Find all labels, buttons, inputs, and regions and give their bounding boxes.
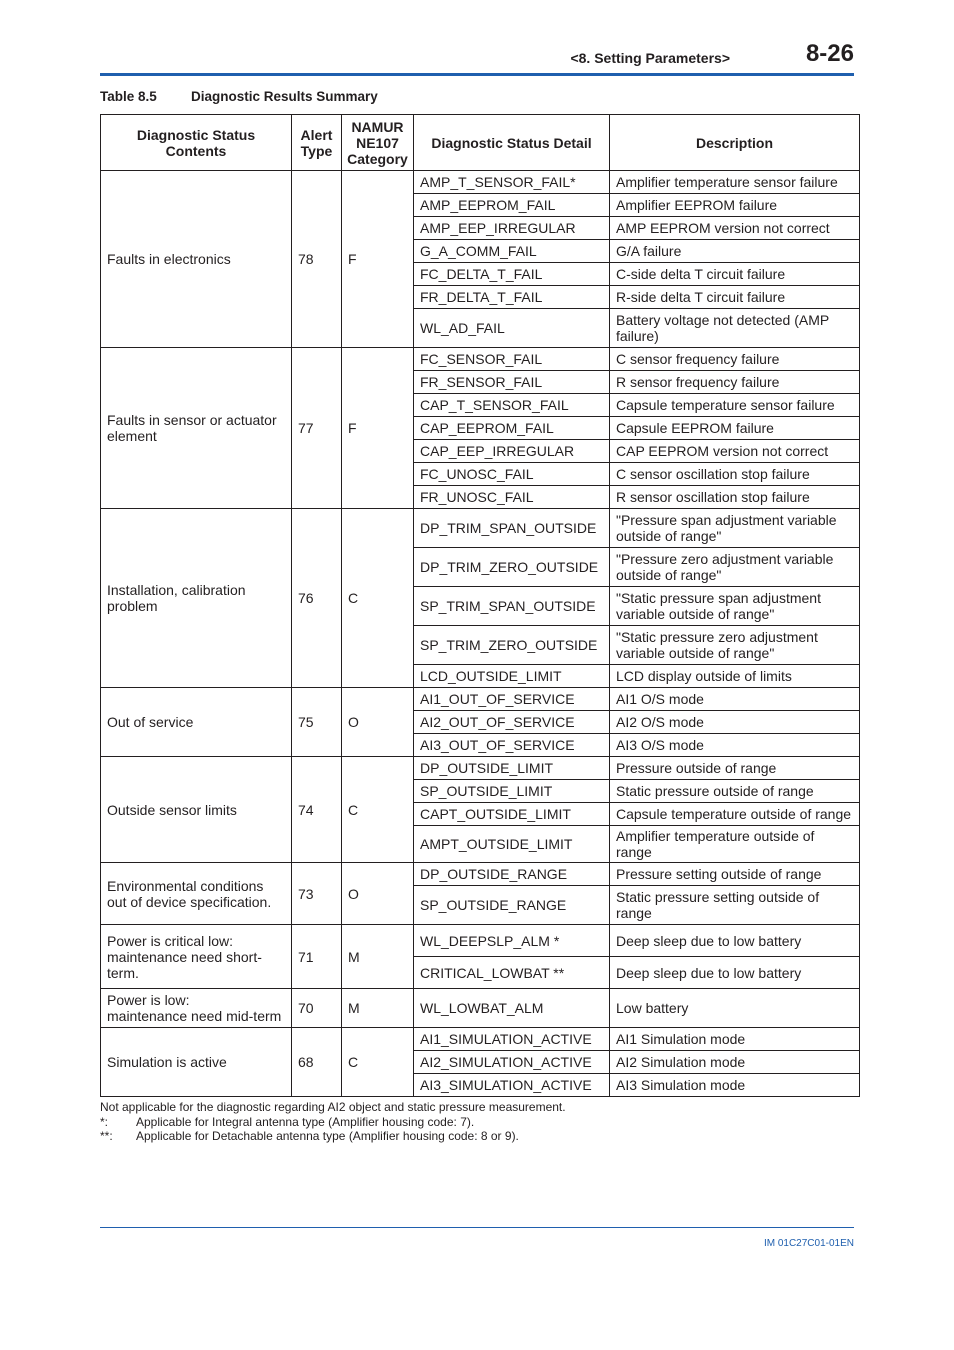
description-cell: AMP EEPROM version not correct [610, 217, 860, 240]
alert-type-cell: 75 [292, 688, 342, 757]
description-cell: R-side delta T circuit failure [610, 286, 860, 309]
status-detail-cell: G_A_COMM_FAIL [414, 240, 610, 263]
description-cell: Static pressure outside of range [610, 780, 860, 803]
table-row [101, 1028, 860, 1051]
description-cell: R sensor oscillation stop failure [610, 486, 860, 509]
description-cell: Pressure setting outside of range [610, 863, 860, 886]
table-caption [100, 89, 378, 104]
status-contents-cell: Faults in electronics [101, 171, 292, 348]
status-contents-cell: Installation, calibration problem [101, 509, 292, 688]
namur-category-cell: M [342, 989, 414, 1028]
namur-category-cell: F [342, 171, 414, 348]
status-contents-cell: Simulation is active [101, 1028, 292, 1097]
description-cell: Low battery [610, 989, 860, 1028]
header-rule [100, 73, 854, 76]
footnote-mark: *: [100, 1114, 109, 1129]
status-detail-cell: WL_AD_FAIL [414, 309, 610, 348]
status-detail-cell: DP_TRIM_ZERO_OUTSIDE [414, 548, 610, 587]
description-cell: Capsule temperature sensor failure [610, 394, 860, 417]
alert-type-cell: 68 [292, 1028, 342, 1097]
status-detail-cell: AI3_SIMULATION_ACTIVE [414, 1074, 610, 1097]
status-contents-cell: Faults in sensor or actuator element [101, 348, 292, 509]
description-cell: C sensor oscillation stop failure [610, 463, 860, 486]
column-header: Diagnostic Status Contents [101, 115, 292, 171]
description-cell: C sensor frequency failure [610, 348, 860, 371]
status-detail-cell: AMP_EEP_IRREGULAR [414, 217, 610, 240]
status-detail-cell: CAP_EEPROM_FAIL [414, 417, 610, 440]
section-title: <8. Setting Parameters> [570, 50, 730, 66]
description-cell: AI2 Simulation mode [610, 1051, 860, 1074]
status-detail-cell: SP_TRIM_ZERO_OUTSIDE [414, 626, 610, 665]
status-detail-cell: FR_UNOSC_FAIL [414, 486, 610, 509]
status-detail-cell: FR_SENSOR_FAIL [414, 371, 610, 394]
status-detail-cell: SP_OUTSIDE_RANGE [414, 886, 610, 925]
table-body [101, 171, 860, 1097]
column-header: Diagnostic Status Detail [414, 115, 610, 171]
namur-category-cell: O [342, 688, 414, 757]
alert-type-cell: 70 [292, 989, 342, 1028]
alert-type-cell: 71 [292, 925, 342, 989]
description-cell: G/A failure [610, 240, 860, 263]
namur-category-cell: C [342, 509, 414, 688]
status-contents-cell: Outside sensor limits [101, 757, 292, 863]
description-cell: "Pressure zero adjustment variable outside of range" [610, 548, 860, 587]
alert-type-cell: 74 [292, 757, 342, 863]
status-detail-cell: AI2_SIMULATION_ACTIVE [414, 1051, 610, 1074]
namur-category-cell: F [342, 348, 414, 509]
description-cell: Amplifier EEPROM failure [610, 194, 860, 217]
namur-category-cell: M [342, 925, 414, 989]
table-row [101, 757, 860, 780]
table-row [101, 509, 860, 548]
column-header: Description [610, 115, 860, 171]
description-cell: Amplifier temperature outside of range [610, 826, 860, 863]
column-header: Alert Type [292, 115, 342, 171]
status-detail-cell: FR_DELTA_T_FAIL [414, 286, 610, 309]
description-cell: AI1 Simulation mode [610, 1028, 860, 1051]
table-row [101, 688, 860, 711]
status-detail-cell: WL_DEEPSLP_ALM * [414, 925, 610, 957]
table-number: Table 8.5 [100, 89, 157, 104]
description-cell: Static pressure setting outside of range [610, 886, 860, 925]
table-row [101, 348, 860, 371]
namur-category-cell: C [342, 757, 414, 863]
namur-category-cell: O [342, 863, 414, 925]
description-cell: Deep sleep due to low battery [610, 957, 860, 989]
description-cell: "Pressure span adjustment variable outside of range" [610, 509, 860, 548]
status-detail-cell: AI1_OUT_OF_SERVICE [414, 688, 610, 711]
status-detail-cell: AI1_SIMULATION_ACTIVE [414, 1028, 610, 1051]
description-cell: Deep sleep due to low battery [610, 925, 860, 957]
description-cell: CAP EEPROM version not correct [610, 440, 860, 463]
table-row [101, 989, 860, 1028]
alert-type-cell: 77 [292, 348, 342, 509]
description-cell: "Static pressure zero adjustment variable outside of range" [610, 626, 860, 665]
footnote-text: Applicable for Detachable antenna type (Amplifier housing code: 8 or 9). [136, 1129, 519, 1143]
description-cell: AI2 O/S mode [610, 711, 860, 734]
status-detail-cell: DP_OUTSIDE_LIMIT [414, 757, 610, 780]
diagnostic-results-table [100, 114, 860, 1097]
description-cell: AI1 O/S mode [610, 688, 860, 711]
status-detail-cell: CAP_T_SENSOR_FAIL [414, 394, 610, 417]
status-detail-cell: FC_SENSOR_FAIL [414, 348, 610, 371]
description-cell: Amplifier temperature sensor failure [610, 171, 860, 194]
status-detail-cell: FC_DELTA_T_FAIL [414, 263, 610, 286]
description-cell: C-side delta T circuit failure [610, 263, 860, 286]
status-detail-cell: CRITICAL_LOWBAT ** [414, 957, 610, 989]
page-number: 8-26 [805, 40, 854, 67]
status-detail-cell: DP_TRIM_SPAN_OUTSIDE [414, 509, 610, 548]
alert-type-cell: 76 [292, 509, 342, 688]
status-contents-cell: Power is critical low: maintenance need short- term. [101, 925, 292, 989]
table-header-row [101, 115, 860, 171]
status-contents-cell: Out of service [101, 688, 292, 757]
status-detail-cell: AMPT_OUTSIDE_LIMIT [414, 826, 610, 863]
status-detail-cell: LCD_OUTSIDE_LIMIT [414, 665, 610, 688]
status-detail-cell: AI3_OUT_OF_SERVICE [414, 734, 610, 757]
status-detail-cell: SP_TRIM_SPAN_OUTSIDE [414, 587, 610, 626]
table-row [101, 925, 860, 957]
description-cell: LCD display outside of limits [610, 665, 860, 688]
status-detail-cell: AI2_OUT_OF_SERVICE [414, 711, 610, 734]
description-cell: AI3 O/S mode [610, 734, 860, 757]
description-cell: R sensor frequency failure [610, 371, 860, 394]
description-cell: Pressure outside of range [610, 757, 860, 780]
alert-type-cell: 78 [292, 171, 342, 348]
footnote-item [100, 1129, 566, 1144]
footnote-intro: Not applicable for the diagnostic regarding AI2 object and static pressure measurement. [100, 1100, 566, 1114]
status-detail-cell: AMP_EEPROM_FAIL [414, 194, 610, 217]
footnote-mark: **: [100, 1129, 113, 1143]
status-detail-cell: AMP_T_SENSOR_FAIL* [414, 171, 610, 194]
document-id: IM 01C27C01-01EN [763, 1238, 854, 1249]
footer-rule [100, 1227, 854, 1228]
status-detail-cell: CAPT_OUTSIDE_LIMIT [414, 803, 610, 826]
namur-category-cell: C [342, 1028, 414, 1097]
footnotes [100, 1100, 566, 1144]
alert-type-cell: 73 [292, 863, 342, 925]
status-detail-cell: WL_LOWBAT_ALM [414, 989, 610, 1028]
status-contents-cell: Environmental conditions out of device specification. [101, 863, 292, 925]
description-cell: Capsule EEPROM failure [610, 417, 860, 440]
footnote-item [100, 1115, 566, 1130]
table-row [101, 171, 860, 194]
status-detail-cell: DP_OUTSIDE_RANGE [414, 863, 610, 886]
table-title: Diagnostic Results Summary [191, 89, 378, 104]
description-cell: "Static pressure span adjustment variable outside of range" [610, 587, 860, 626]
description-cell: Capsule temperature outside of range [610, 803, 860, 826]
description-cell: AI3 Simulation mode [610, 1074, 860, 1097]
footnote-text: Applicable for Integral antenna type (Amplifier housing code: 7). [136, 1114, 475, 1129]
table-row [101, 863, 860, 886]
status-detail-cell: CAP_EEP_IRREGULAR [414, 440, 610, 463]
description-cell: Battery voltage not detected (AMP failure) [610, 309, 860, 348]
status-contents-cell: Power is low: maintenance need mid-term [101, 989, 292, 1028]
column-header: NAMUR NE107 Category [342, 115, 414, 171]
status-detail-cell: FC_UNOSC_FAIL [414, 463, 610, 486]
status-detail-cell: SP_OUTSIDE_LIMIT [414, 780, 610, 803]
page-header [100, 40, 854, 76]
